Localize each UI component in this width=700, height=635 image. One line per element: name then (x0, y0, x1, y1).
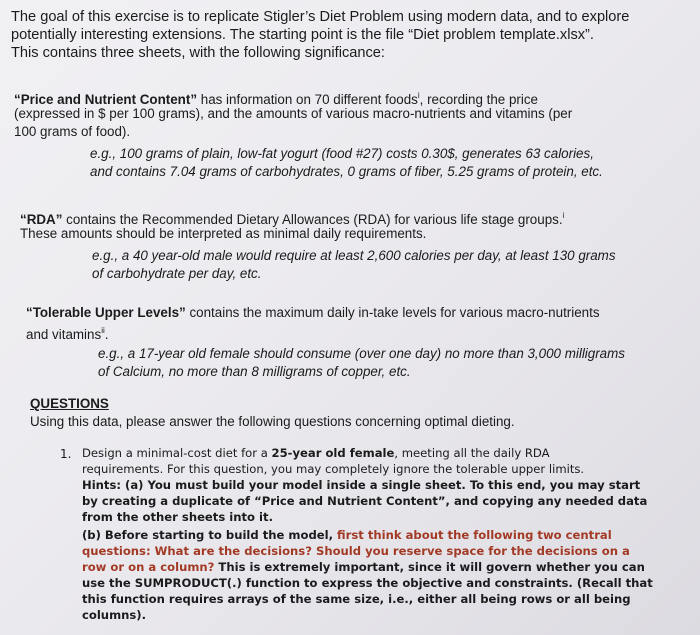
q1-line-6: (b) Before starting to build the model, first think about the following two central (82, 528, 612, 542)
sheet2-title: “RDA” (20, 212, 63, 227)
q1-line-8: row or on a column? This is extremely important, since it will govern whether you can (82, 560, 645, 574)
q1-line-1: Design a minimal-cost diet for a 25-year old female, meeting all the daily RDA (82, 446, 550, 460)
q1-line-9: use the SUMPRODUCT(.) function to express the objective and constraints. (Recall that (82, 576, 653, 590)
sheet1-example-2: and contains 7.04 grams of carbohydrates, 0 grams of fiber, 5.25 grams of protein, etc. (90, 164, 603, 179)
sheet1-line-1: “Price and Nutrient Content” has information on 70 different foods$^i$, recording the price (14, 91, 539, 107)
questions-heading: QUESTIONS (30, 396, 109, 411)
sheet1-example-1: e.g., 100 grams of plain, low-fat yogurt (food #27) costs 0.30$, generates 63 calories, (90, 146, 594, 161)
sheet3-example-2: of Calcium, no more than 8 milligrams of copper, etc. (98, 364, 411, 379)
sheet1-title: “Price and Nutrient Content” (14, 92, 198, 107)
sheet2-line-2: These amounts should be interpreted as minimal daily requirements. (20, 226, 427, 241)
sheet3-title: “Tolerable Upper Levels” (26, 305, 186, 320)
sheet3-line-2: and vitamins$^{ii}$. (26, 326, 109, 342)
endnote-marker: i (562, 211, 565, 220)
intro-line-1: The goal of this exercise is to replicate Stigler’s Diet Problem using modern data, and to explore (11, 9, 630, 25)
sheet3-example-1: e.g., a 17-year old female should consume (over one day) no more than 3,000 milligrams (98, 346, 625, 361)
sheet2-line-1: “RDA” contains the Recommended Dietary Allowances (RDA) for various life stage groups.$^i$ (20, 211, 565, 227)
q1-line-2: requirements. For this question, you may completely ignore the tolerable upper limits. (82, 462, 585, 476)
questions-intro: Using this data, please answer the following questions concerning optimal dieting. (30, 414, 515, 429)
q1-line-3: Hints: (a) You must build your model inside a single sheet. To this end, you may start (82, 478, 641, 492)
question-number: 1. (60, 447, 72, 461)
endnote-marker: ii (101, 326, 105, 335)
q1-line-11: columns). (82, 608, 147, 622)
q1-line-4: by creating a duplicate of “Price and Nutrient Content”, and copying any needed data (82, 494, 648, 508)
q1-line-7: questions: What are the decisions? Should you reserve space for the decisions on a (82, 544, 630, 558)
sheet2-example-2: of carbohydrate per day, etc. (92, 266, 262, 281)
sheet3-line-1: “Tolerable Upper Levels” contains the maximum daily in-take levels for various macro-nutrients (26, 305, 600, 320)
intro-line-3: This contains three sheets, with the following significance: (11, 45, 385, 61)
q1-line-5: from the other sheets into it. (82, 510, 273, 524)
intro-line-2: potentially interesting extensions. The starting point is the file “Diet problem template.xlsx”. (11, 27, 594, 43)
sheet2-example-1: e.g., a 40 year-old male would require at least 2,600 calories per day, at least 130 grams (92, 248, 616, 263)
sheet1-line-3: 100 grams of food). (14, 124, 131, 139)
q1-line-10: this function requires arrays of the same size, i.e., either all being rows or all being (82, 592, 631, 606)
sheet1-line-2: (expressed in $ per 100 grams), and the amounts of various macro-nutrients and vitamins (per (14, 106, 573, 121)
endnote-marker: i (417, 91, 420, 100)
